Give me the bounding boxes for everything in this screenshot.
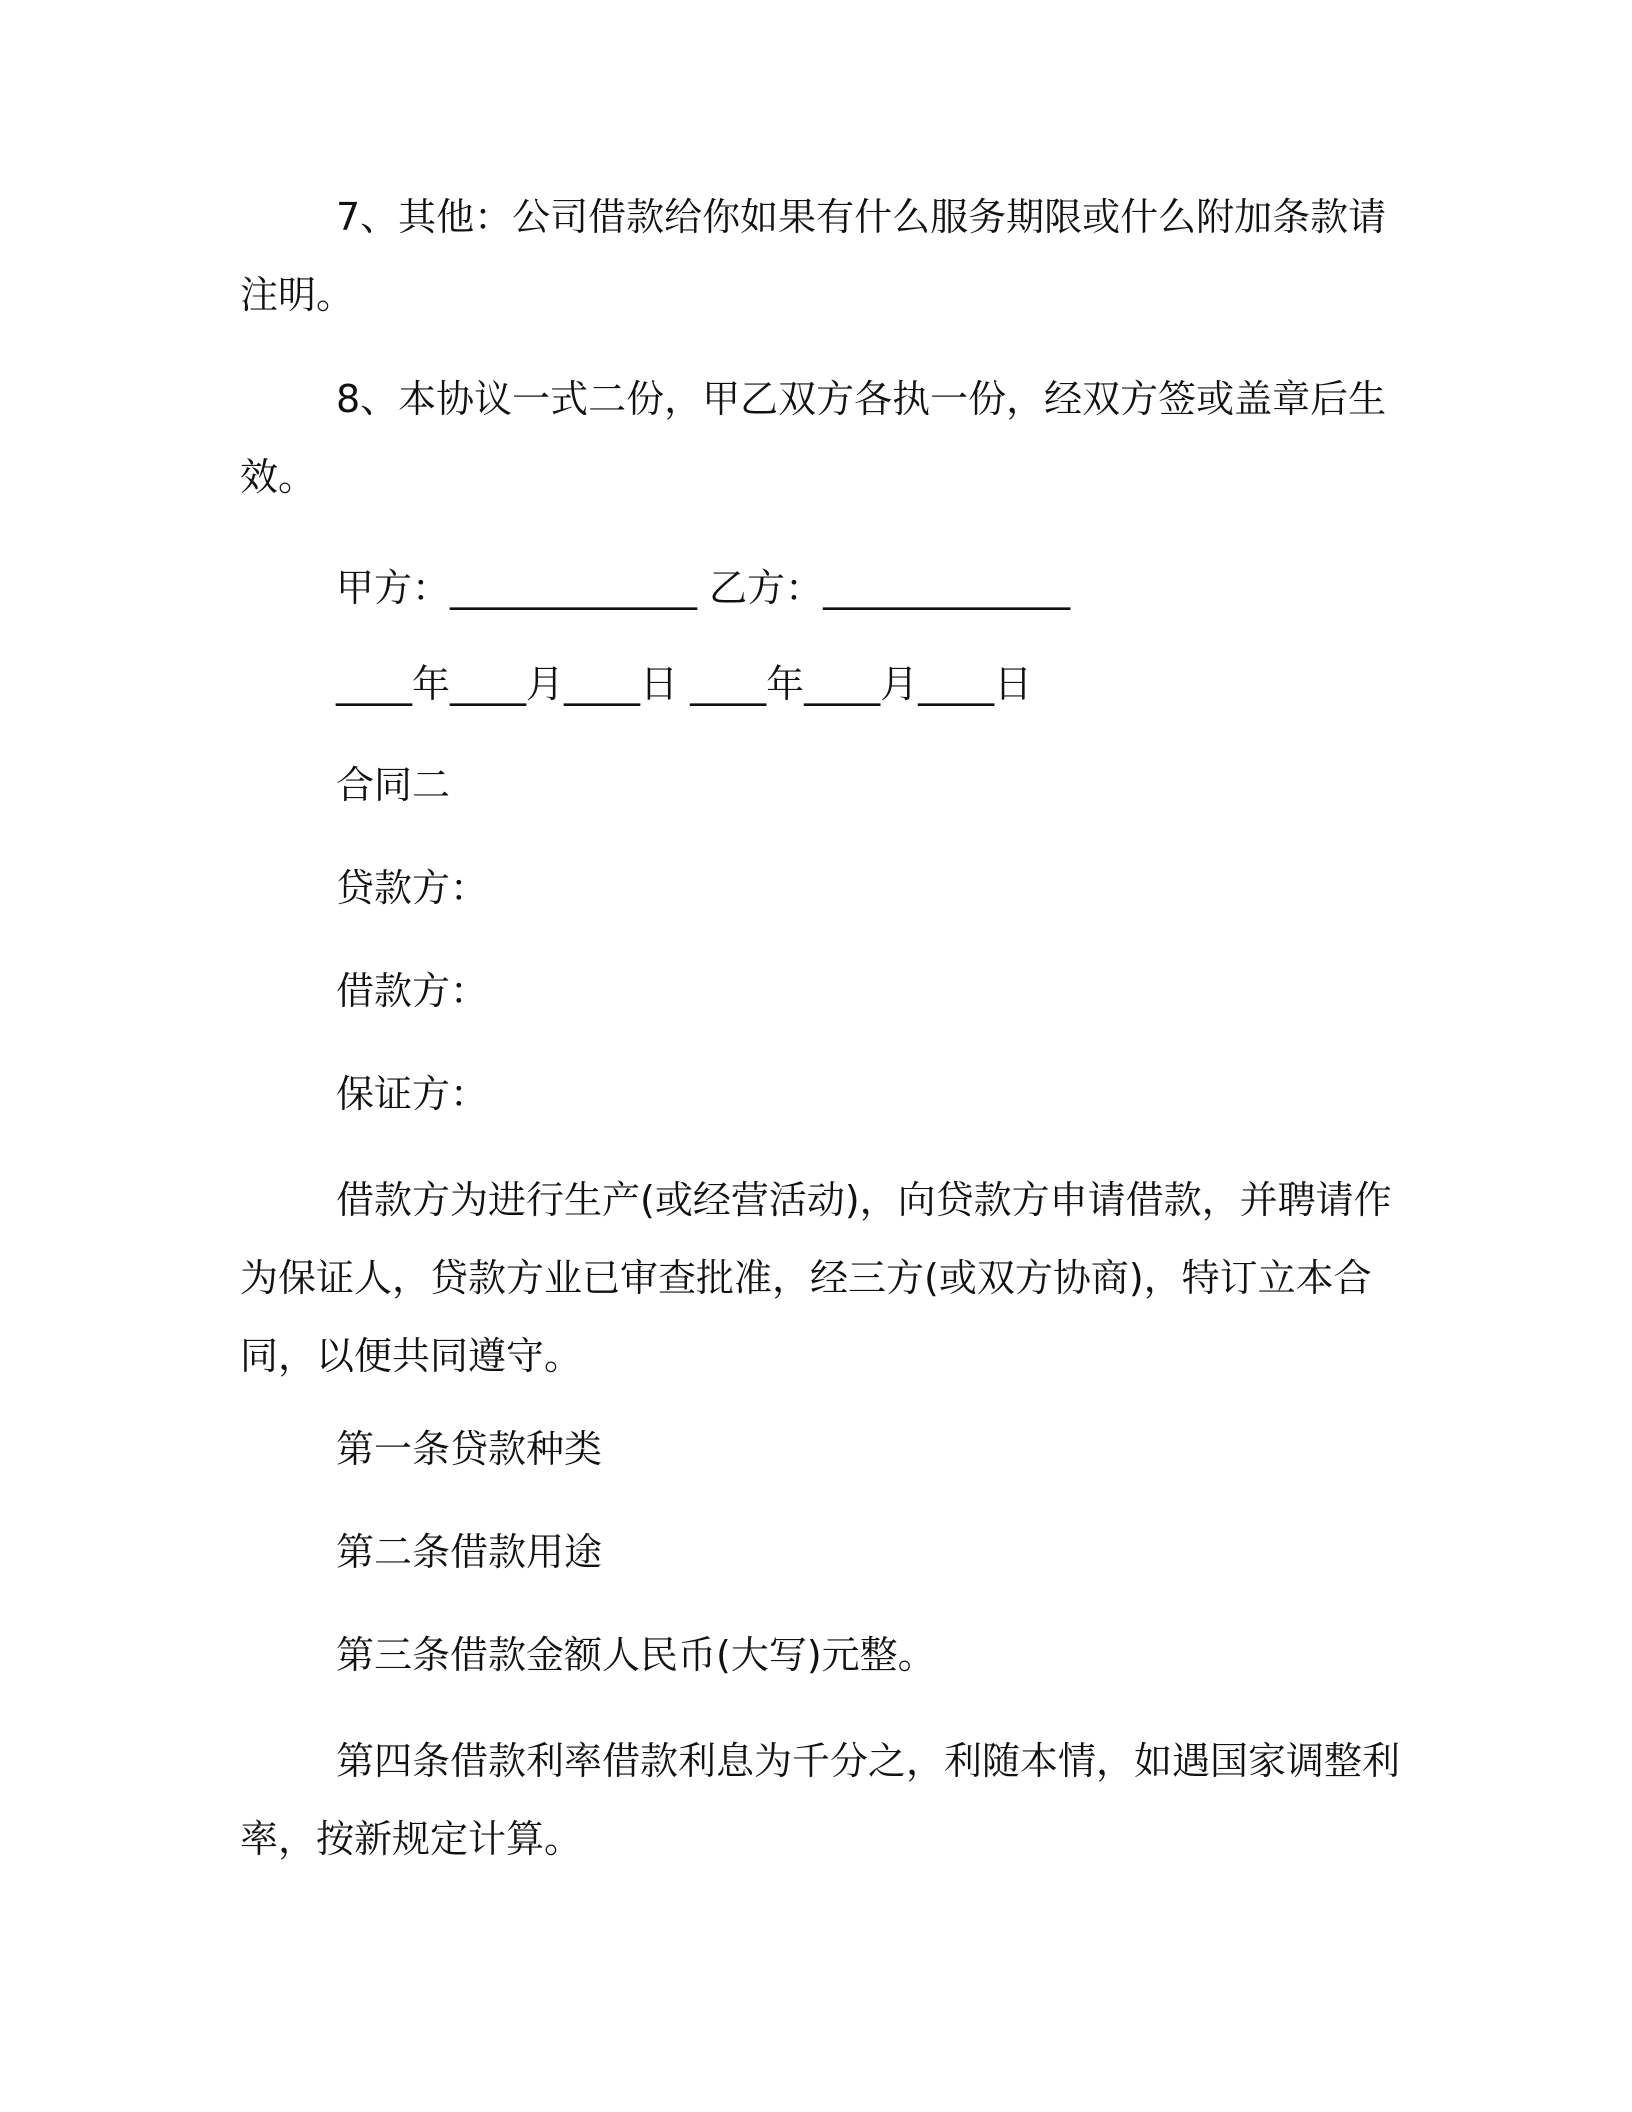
- article-2: 第二条借款用途: [336, 1530, 603, 1574]
- contract-intro-paragraph: 借款方为进行生产(或经营活动)，向贷款方申请借款，并聘请作为保证人，贷款方业已审查批准，经三方(或双方协商)，特订立本合同，以便共同遵守。: [240, 1178, 1392, 1378]
- lender-field: 贷款方：: [336, 866, 489, 910]
- clause-8-paragraph: 8、本协议一式二份，甲乙双方各执一份，经双方签或盖章后生效。: [240, 377, 1387, 499]
- clause-7-paragraph: 7、其他：公司借款给你如果有什么服务期限或什么附加条款请注明。: [240, 195, 1387, 317]
- signature-line: 甲方：_____________ 乙方：_____________: [336, 566, 1071, 610]
- date-line: ____年____月____日 ____年____月____日: [336, 662, 1033, 706]
- article-3: 第三条借款金额人民币(大写)元整。: [336, 1633, 936, 1677]
- contract-two-heading: 合同二: [336, 763, 451, 807]
- article-1: 第一条贷款种类: [336, 1427, 603, 1471]
- article-4-paragraph: 第四条借款利率借款利息为千分之，利随本情，如遇国家调整利率，按新规定计算。: [240, 1739, 1401, 1861]
- guarantor-field: 保证方：: [336, 1072, 489, 1116]
- borrower-field: 借款方：: [336, 969, 489, 1013]
- document-page: [240, 0, 1405, 2112]
